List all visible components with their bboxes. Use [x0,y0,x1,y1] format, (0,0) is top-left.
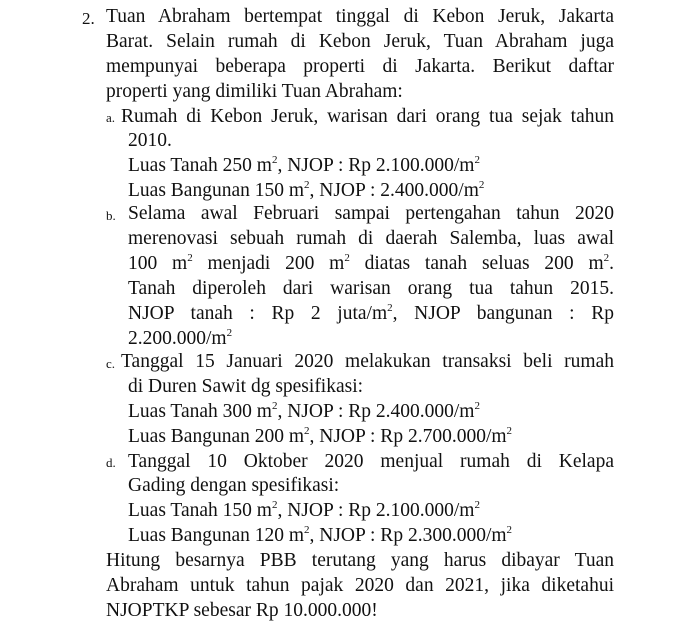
item-d-luas-bangunan: Luas Bangunan 120 $m^2$, NJOP : Rp $2.300.000/m^2$ [128,523,513,546]
closing-line-2: Abraham untuk tahun pajak 2020 dan 2021, jika diketahui [106,575,614,596]
item-b-line-2: merenovasi sebuah rumah di daerah Salemba, luas awal [128,228,614,249]
intro-line-3: mempunyai beberapa properti di Jakarta. Berikut daftar [106,56,614,77]
item-d-luas-tanah: Luas Tanah 150 $m^2$, NJOP : Rp $2.100.000/m^2$ [128,498,480,521]
item-a-luas-bangunan: Luas Bangunan 150 $m^2$, NJOP : $2.400.000/m^2$ [128,178,485,201]
item-a-luas-tanah: Luas Tanah 250 $m^2$, NJOP : Rp $2.100.000/m^2$ [128,153,480,176]
item-d-line-1: Tanggal 10 Oktober 2020 menjual rumah di Kelapa [128,451,614,472]
closing-line-1: Hitung besarnya PBB terutang yang harus dibayar Tuan [106,550,614,571]
item-c-luas-tanah: Luas Tanah 300 $m^2$, NJOP : Rp $2.400.000/m^2$ [128,399,480,422]
item-a-line-1: Rumah di Kebon Jeruk, warisan dari orang tua sejak tahun [121,106,614,127]
item-b-line-4: Tanah diperoleh dari warisan orang tua tahun 2015. [128,278,614,299]
item-c-line-2: di Duren Sawit dg spesifikasi: [128,376,364,397]
item-b-line-6: $2.200.000/m^2$ [128,326,233,349]
item-d-line-2: Gading dengan spesifikasi: [128,475,340,496]
intro-line-2: Barat. Selain rumah di Kebon Jeruk, Tuan Abraham juga [106,31,614,52]
item-a-marker: a. [106,110,116,125]
item-d-marker: d. [106,455,116,470]
item-b-line-5: NJOP tanah : Rp 2 juta/$m^2$, NJOP bangunan : Rp [128,301,614,324]
item-b-line-1: Selama awal Februari sampai pertengahan tahun 2020 [128,203,614,224]
item-a-line-2: 2010. [128,130,172,151]
question-number: 2. [82,9,95,28]
item-c-line-1: Tanggal 15 Januari 2020 melakukan transaksi beli rumah [121,351,614,372]
item-c-luas-bangunan: Luas Bangunan 200 $m^2$, NJOP : Rp $2.700.000/m^2$ [128,424,513,447]
intro-line-4: properti yang dimiliki Tuan Abraham: [106,81,403,102]
item-b-line-3: 100 $m^2$ menjadi 200 $m^2$ diatas tanah seluas 200 $m^2$. [128,251,614,274]
item-b-marker: b. [106,208,116,223]
closing-line-3: NJOPTKP sebesar Rp 10.000.000! [106,600,378,621]
intro-line-1: Tuan Abraham bertempat tinggal di Kebon Jeruk, Jakarta [106,6,614,27]
item-c-marker: c. [106,356,116,371]
